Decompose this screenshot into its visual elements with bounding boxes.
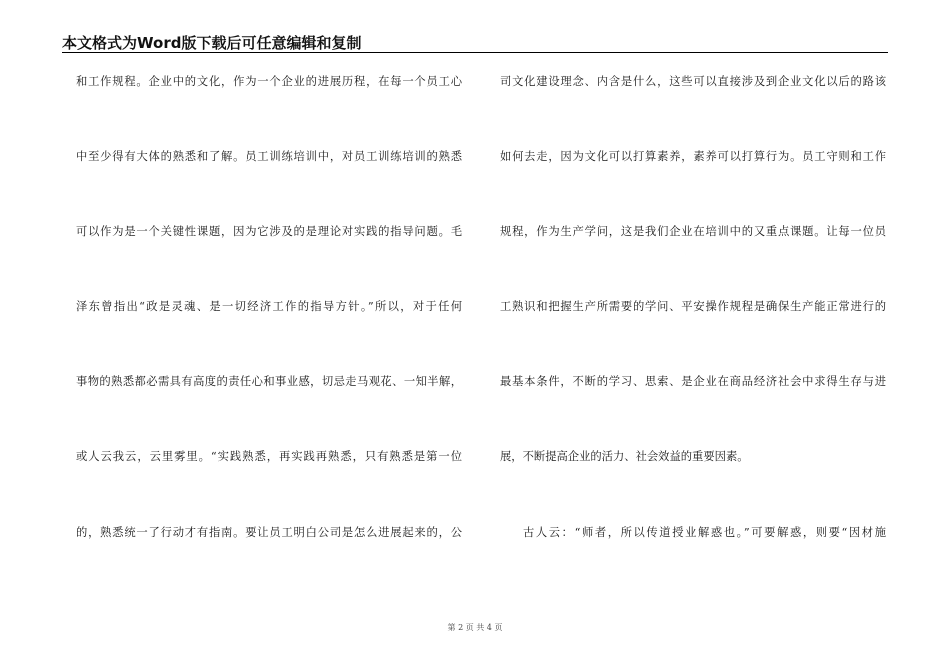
left-column-line: 的，熟悉统一了行动才有指南。要让员工明白公司是怎么进展起来的，公 — [76, 526, 462, 539]
page-number-label: 第 2 页 共 4 页 — [447, 623, 503, 632]
left-column-line: 或人云我云，云里雾里。“实践熟悉，再实践再熟悉，只有熟悉是第一位 — [76, 450, 462, 463]
right-column-line: 规程，作为生产学问，这是我们企业在培训中的又重点课题。让每一位员 — [500, 225, 886, 238]
left-column-line: 泽东曾指出“政是灵魂、是一切经济工作的指导方针。”所以，对于任何 — [76, 300, 462, 313]
left-column-line: 可以作为是一个关键性课题，因为它涉及的是理论对实践的指导问题。毛 — [76, 225, 462, 238]
left-column-line: 事物的熟悉都必需具有高度的责任心和事业感，切忌走马观花、一知半解， — [76, 375, 462, 388]
left-column-line: 中至少得有大体的熟悉和了解。员工训练培训中，对员工训练培训的熟悉 — [76, 150, 462, 163]
right-column-line: 司文化建设理念、内含是什么，这些可以直接涉及到企业文化以后的路该 — [500, 75, 886, 88]
page-footer — [0, 622, 950, 633]
right-column-line: 古人云：“师者，所以传道授业解惑也。”可要解惑，则要“因材施 — [523, 526, 886, 539]
right-column-line: 工熟识和把握生产所需要的学问、平安操作规程是确保生产能正常进行的 — [500, 300, 886, 313]
right-column-line: 如何去走，因为文化可以打算素养，素养可以打算行为。员工守则和工作 — [500, 150, 886, 163]
left-column-line: 和工作规程。企业中的文化，作为一个企业的进展历程，在每一个员工心 — [76, 75, 462, 88]
right-column-line: 最基本条件，不断的学习、思索、是企业在商品经济社会中求得生存与进 — [500, 375, 886, 388]
header-title: 本文格式为Word版下载后可任意编辑和复制 — [62, 34, 362, 52]
page-header — [62, 30, 888, 53]
right-column-line: 展，不断提高企业的活力、社会效益的重要因素。 — [500, 450, 749, 463]
